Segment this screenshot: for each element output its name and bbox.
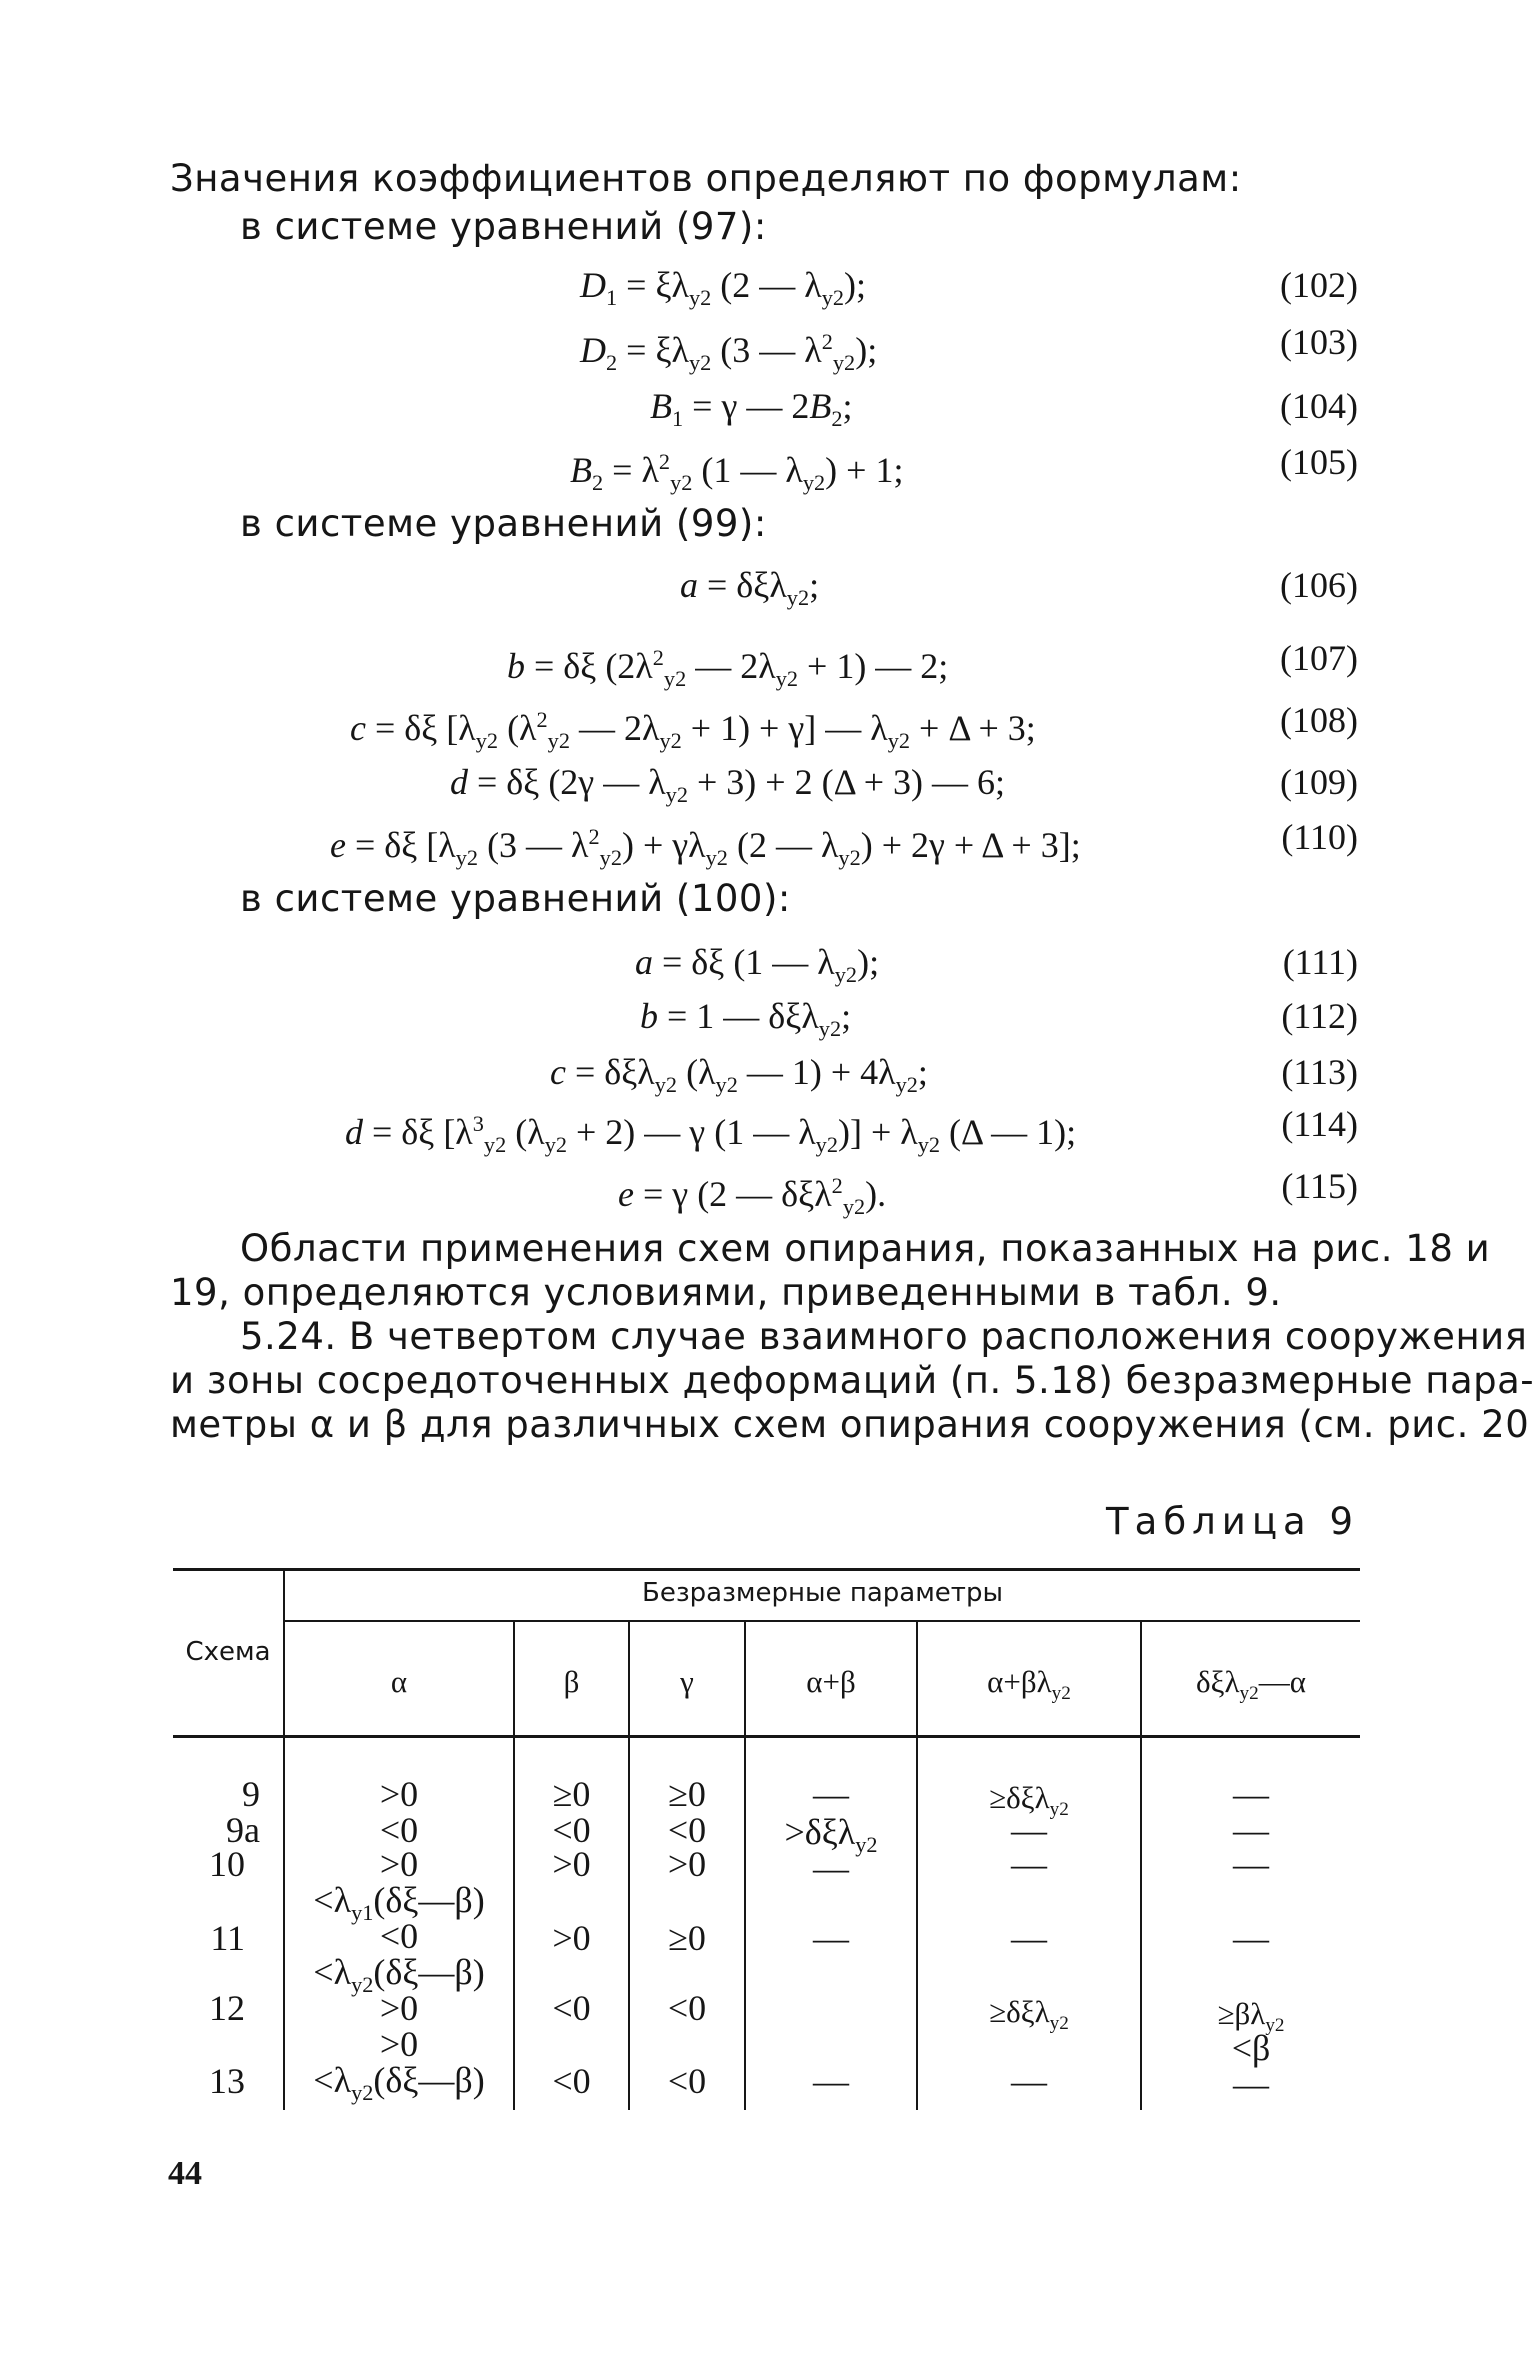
table-cell: — [1233, 2064, 1269, 2104]
formula-115: e = γ (2 — δξλ$^2_{y2}$). [618, 1173, 887, 1220]
table-cell: >δξλ$_{y2}$ [784, 1812, 878, 1858]
eqnum-102: (102) [1280, 265, 1358, 305]
paragraph-line: Области применения схем опирания, показанных на рис. 18 и [240, 1227, 1491, 1270]
table-cell: $<\lambda_{y2}(\delta\xi—\beta)$ [313, 1952, 485, 1998]
formula-103: $D_2 = \xi\lambda_{y2}$ (3 — $\lambda^2_{y2}$); [580, 329, 878, 376]
eqnum-107: (107) [1280, 638, 1358, 678]
table-cell: >0 [379, 2024, 419, 2064]
formula-114: d = δξ [$\lambda^3_{y2}$ $(\lambda_{y2} + 2)$ — γ (1 — $\lambda_{y2})] + \lambda_{y2}$ (Δ — 1); [345, 1111, 1077, 1158]
formula-107: b = δξ ($2\lambda^2_{y2}$ — $2\lambda_{y2} + 1$) — 2; [507, 645, 949, 692]
table-cell: — [1011, 1844, 1047, 1884]
table-row-label: 12 [209, 1988, 245, 2028]
eqnum-108: (108) [1280, 700, 1358, 740]
table-header-gamma: γ [680, 1664, 694, 1699]
table-cell: <0 [667, 1810, 707, 1850]
table-top-rule [173, 1568, 1360, 1571]
table-cell: — [813, 1918, 849, 1958]
table-cell: — [1233, 1810, 1269, 1850]
table-cell: <0 [379, 1810, 419, 1850]
table-row-label: 9 [242, 1774, 260, 1814]
table-cell: <0 [552, 2061, 591, 2101]
table-cell: >0 [379, 1844, 419, 1884]
table-row-label: 11 [210, 1918, 245, 1958]
table-cell: >0 [552, 1844, 591, 1884]
table-cell: <β [1231, 2028, 1271, 2068]
table-cell: >0 [379, 1988, 419, 2028]
table-cell: <0 [379, 1916, 419, 1956]
table-cell: — [1233, 1774, 1269, 1814]
formula-112: b = 1 — δξλ$_{y2}$; [640, 996, 852, 1042]
system-99-heading: в системе уравнений (99): [240, 502, 767, 545]
table-header-rule [173, 1735, 1360, 1738]
table-cell: ≥δξλ$_{y2}$ [989, 1994, 1069, 2035]
table-cell: <0 [552, 1810, 591, 1850]
formula-102: $D_1 = \xi\lambda_{y2}$ (2 — $\lambda_{y2}$); [580, 265, 867, 311]
eqnum-115: (115) [1281, 1166, 1358, 1206]
table-header-alpha-plus-beta-lambda: $\alpha+\beta\lambda_{y2}$ [987, 1664, 1071, 1705]
formula-106: a = δξλ$_{y2}$; [680, 565, 820, 611]
table-header-alpha-plus-beta: α+β [806, 1664, 856, 1699]
table-row-label: 9a [226, 1810, 260, 1850]
table-group-rule [285, 1620, 1360, 1622]
intro-line: Значения коэффициентов определяют по формулам: [170, 157, 1242, 200]
table-cell: >0 [379, 1774, 419, 1814]
formula-111: a = δξ (1 — $\lambda_{y2}$); [635, 942, 880, 988]
table-cell: ≥0 [552, 1774, 591, 1814]
table-cell: ≥0 [668, 1918, 706, 1958]
table-cell: ≥0 [668, 1774, 706, 1814]
table-cell: $<\lambda_{y2}(\delta\xi—\beta)$ [313, 2060, 485, 2106]
table-title: Таблица 9 [1106, 1500, 1359, 1543]
table-cell: — [813, 1848, 849, 1888]
table-cell: — [1011, 1918, 1047, 1958]
eqnum-105: (105) [1280, 442, 1358, 482]
table-header-scheme: Схема [185, 1637, 271, 1667]
eqnum-106: (106) [1280, 565, 1358, 605]
table-row-label: 13 [209, 2061, 245, 2101]
table-cell: — [813, 2061, 849, 2101]
paragraph-line: метры α и β для различных схем опирания сооружения (см. рис. 20 [170, 1403, 1530, 1446]
eqnum-112: (112) [1281, 996, 1358, 1036]
table-header-group: Безразмерные параметры [642, 1578, 1003, 1608]
eqnum-113: (113) [1281, 1052, 1358, 1092]
paragraph-line: 19, определяются условиями, приведенными в табл. 9. [170, 1271, 1282, 1314]
table-cell: <0 [667, 1988, 707, 2028]
formula-105: $B_2 = \lambda^2_{y2}$ (1 — $\lambda_{y2}) + 1$; [570, 449, 904, 496]
table-cell: — [1011, 1810, 1047, 1850]
formula-108: c = δξ [$\lambda_{y2}$ ($\lambda^2_{y2}$ — $2\lambda_{y2} + 1) + \gamma$] — $\lambda_{y2} + \Delta + 3$; [350, 707, 1036, 754]
eqnum-110: (110) [1281, 817, 1358, 857]
table-cell: <0 [667, 2061, 707, 2101]
eqnum-103: (103) [1280, 322, 1358, 362]
table-cell: — [1233, 1844, 1269, 1884]
table-header-beta: β [563, 1664, 580, 1699]
table-cell: >0 [552, 1918, 591, 1958]
table-cell: — [1011, 2061, 1047, 2101]
table-cell: <0 [552, 1988, 591, 2028]
table-row-label: 10 [209, 1844, 245, 1884]
table-cell: — [813, 1774, 849, 1814]
formula-104: $B_1 = \gamma$ — $2B_2$; [650, 386, 853, 432]
table-cell: $<\lambda_{y1}(\delta\xi—\beta)$ [313, 1880, 485, 1926]
formula-110: e = δξ [$\lambda_{y2}$ (3 — $\lambda^2_{y2}) + \gamma\lambda_{y2}$ (2 — $\lambda_{y2}) + 2\gamma + \Delta + 3$]; [330, 824, 1081, 871]
table-cell: — [1233, 1918, 1269, 1958]
eqnum-111: (111) [1282, 942, 1358, 982]
table-cell: $\ge\beta\lambda_{y2}$ [1217, 1996, 1285, 2037]
table-header-alpha: α [390, 1664, 408, 1699]
paragraph-line: 5.24. В четвертом случае взаимного расположения сооружения [240, 1315, 1528, 1358]
eqnum-114: (114) [1281, 1104, 1358, 1144]
paragraph-line: и зоны сосредоточенных деформаций (п. 5.18) безразмерные пара- [170, 1359, 1535, 1402]
system-100-heading: в системе уравнений (100): [240, 877, 791, 920]
formula-109: d = δξ (2γ — $\lambda_{y2} + 3) + 2$ (Δ + 3) — 6; [450, 762, 1006, 808]
page-number: 44 [168, 2155, 202, 2192]
table-cell: >0 [667, 1844, 707, 1884]
formula-113: c = δξλ$_{y2}$ ($\lambda_{y2}$ — $1) + 4\lambda_{y2}$; [550, 1052, 928, 1098]
eqnum-104: (104) [1280, 386, 1358, 426]
eqnum-109: (109) [1280, 762, 1358, 802]
table-cell: ≥δξλ$_{y2}$ [989, 1780, 1069, 1821]
table-header-dxl-minus-alpha: δξλ$_{y2}$—α [1196, 1664, 1306, 1705]
system-97-heading: в системе уравнений (97): [240, 205, 767, 248]
